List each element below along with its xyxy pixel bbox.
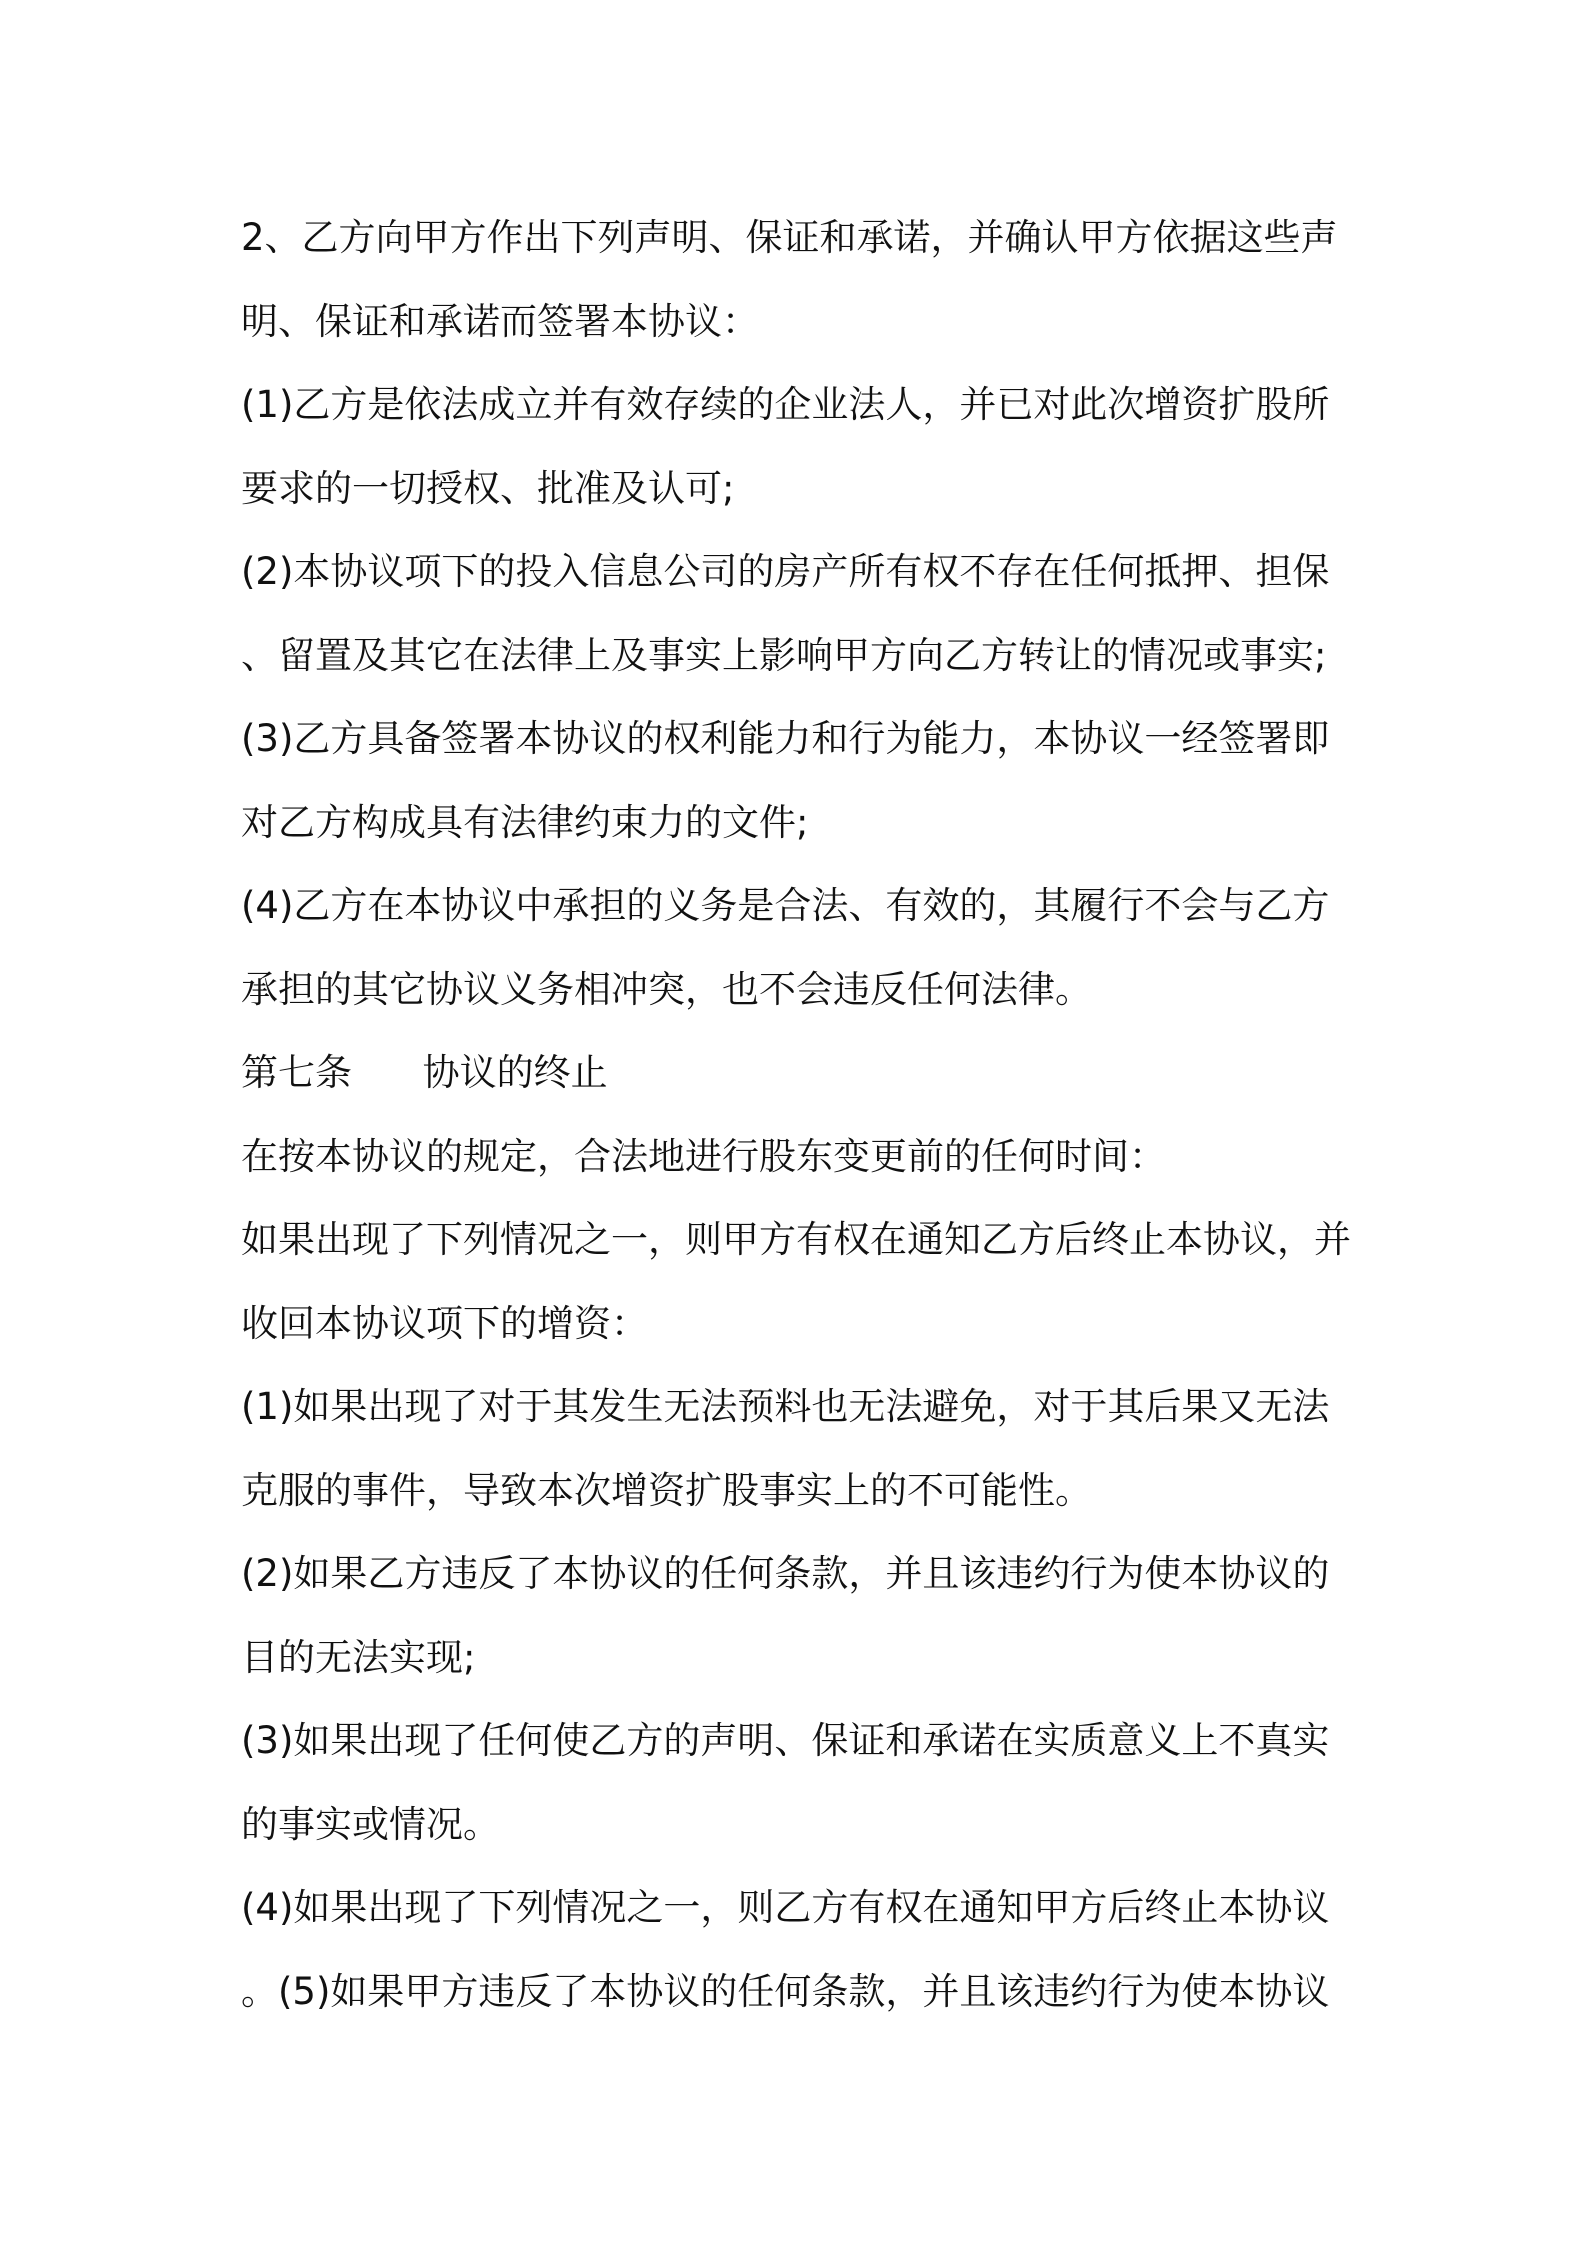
text-line: (1)乙方是依法成立并有效存续的企业法人，并已对此次增资扩股所: [241, 383, 1330, 426]
text-line: 。(5)如果甲方违反了本协议的任何条款，并且该违约行为使本协议: [241, 1969, 1330, 2013]
text-line: (2)本协议项下的投入信息公司的房产所有权不存在任何抵押、担保: [241, 550, 1330, 593]
text-line: 对乙方构成具有法律约束力的文件;: [241, 800, 809, 844]
text-line: 承担的其它协议义务相冲突，也不会违反任何法律。: [241, 967, 1092, 1011]
text-line: 如果出现了下列情况之一，则甲方有权在通知乙方后终止本协议，并: [241, 1218, 1351, 1261]
text-line: (1)如果出现了对于其发生无法预料也无法避免，对于其后果又无法: [241, 1385, 1330, 1428]
text-line: 收回本协议项下的增资：: [241, 1301, 648, 1345]
text-line: (4)乙方在本协议中承担的义务是合法、有效的，其履行不会与乙方: [241, 884, 1330, 927]
text-line: (3)乙方具备签署本协议的权利能力和行为能力，本协议一经签署即: [241, 717, 1330, 760]
text-line: 明、保证和承诺而签署本协议：: [241, 299, 759, 343]
text-line: 、留置及其它在法律上及事实上影响甲方向乙方转让的情况或事实;: [241, 633, 1327, 677]
section-heading: 第七条 协议的终止: [241, 1051, 608, 1094]
text-line: (2)如果乙方违反了本协议的任何条款，并且该违约行为使本协议的: [241, 1552, 1330, 1595]
text-line: (4)如果出现了下列情况之一，则乙方有权在通知甲方后终止本协议: [241, 1886, 1330, 1929]
text-line: 克服的事件，导致本次增资扩股事实上的不可能性。: [241, 1468, 1092, 1512]
text-line: 的事实或情况。: [241, 1802, 500, 1846]
text-line: 2、乙方向甲方作出下列声明、保证和承诺，并确认甲方依据这些声: [241, 216, 1338, 259]
text-line: (3)如果出现了任何使乙方的声明、保证和承诺在实质意义上不真实: [241, 1719, 1330, 1762]
text-line: 在按本协议的规定，合法地进行股东变更前的任何时间：: [241, 1134, 1166, 1178]
document-body: [241, 196, 1361, 2033]
text-line: 要求的一切授权、批准及认可;: [241, 466, 735, 510]
text-line: 目的无法实现;: [241, 1635, 476, 1679]
